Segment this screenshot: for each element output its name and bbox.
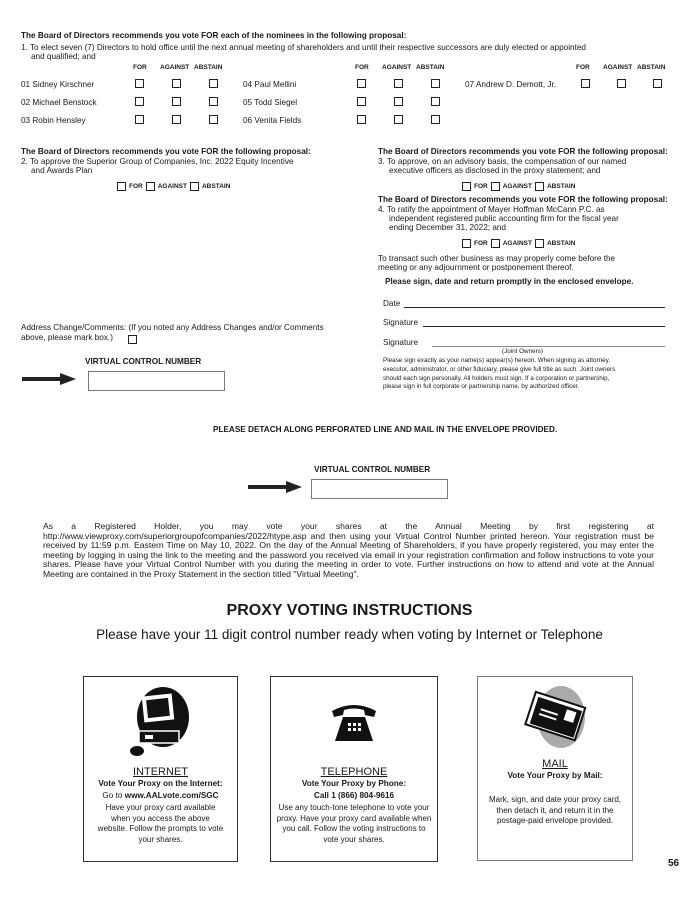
- nominee-abstain-checkbox[interactable]: [431, 115, 440, 124]
- for-label: FOR: [129, 183, 143, 190]
- proposal3-options: [462, 182, 575, 191]
- detach-notice: PLEASE DETACH ALONG PERFORATED LINE AND MAIL IN THE ENVELOPE PROVIDED.: [213, 425, 558, 434]
- other-business-text: To transact such other business as may properly come before the: [378, 254, 616, 263]
- proposal2-options: [117, 182, 230, 191]
- phone-number: Call 1 (866) 804-9616: [313, 791, 395, 800]
- against-label: AGAINST: [157, 183, 187, 190]
- signing-instructions-line: should each sign personally. All holders must sign. If a corporation or partnership,: [383, 374, 610, 382]
- nominee-against-checkbox[interactable]: [394, 97, 403, 106]
- address-change-checkbox[interactable]: [128, 335, 137, 344]
- column-header-against: AGAINST: [382, 64, 412, 71]
- column-header-abstain: ABSTAIN: [194, 64, 223, 71]
- virtual-control-number-field[interactable]: [311, 479, 448, 499]
- nominee-name: 06 Venita Fields: [243, 116, 302, 125]
- proposal3-for-checkbox[interactable]: [462, 182, 471, 191]
- signing-instructions-line: Please sign exactly as your name(s) appear(s) hereon. When signing as attorney,: [383, 357, 611, 364]
- registration-link[interactable]: http://www.viewproxy.com/superiorgroupofcompanies/2022/htype.asp: [43, 530, 307, 541]
- column-header-for: FOR: [355, 64, 369, 71]
- nominee-abstain-checkbox[interactable]: [209, 115, 218, 124]
- nominee-against-checkbox[interactable]: [394, 79, 403, 88]
- signature-field[interactable]: [423, 326, 665, 327]
- signing-instructions-line: executor, administrator, or other fiduciary, please give full title as such. Joint owners: [383, 365, 616, 373]
- nominee-against-checkbox[interactable]: [617, 79, 626, 88]
- mail-title: MAIL: [542, 758, 568, 770]
- address-change-label: Address Change/Comments: (If you noted any Address Changes and/or Comments: [21, 323, 324, 332]
- column-header-abstain: ABSTAIN: [416, 64, 445, 71]
- paragraph-text: As a Registered Holder, you may vote your shares at the Annual Meeting by first registering at: [43, 521, 654, 531]
- internet-title: INTERNET: [133, 766, 188, 778]
- voting-website-link[interactable]: www.AALvote.com/SGC: [124, 791, 219, 800]
- telephone-instructions: Use any touch-tone telephone to vote your proxy. Have your proxy card available when you call. Follow the voting instructions to vote your shares.: [276, 803, 432, 844]
- against-label: AGAINST: [502, 183, 532, 190]
- virtual-control-number-label: VIRTUAL CONTROL NUMBER: [314, 465, 431, 474]
- telephone-title: TELEPHONE: [320, 766, 388, 778]
- nominee-name: 07 Andrew D. Demott, Jr.: [465, 80, 557, 89]
- column-header-against: AGAINST: [603, 64, 633, 71]
- nominee-against-checkbox[interactable]: [172, 115, 181, 124]
- nominee-name: 01 Sidney Kirschner: [21, 80, 95, 89]
- proposal1-text: 1. To elect seven (7) Directors to hold office until the next annual meeting of shareholders and until their respective successors are duly elected or appointed: [21, 43, 586, 52]
- nominee-for-checkbox[interactable]: [357, 115, 366, 124]
- proposal4-text-cont: independent registered public accounting firm for the fiscal year: [389, 214, 619, 223]
- go-to-label: Go to: [102, 791, 125, 800]
- nominee-against-checkbox[interactable]: [172, 97, 181, 106]
- proposal3-header: The Board of Directors recommends you vote FOR the following proposal:: [378, 147, 668, 156]
- computer-icon: [129, 687, 193, 759]
- instructions-title: PROXY VOTING INSTRUCTIONS: [226, 602, 473, 619]
- registered-holder-paragraph: [43, 522, 654, 580]
- nominee-name: 04 Paul Mellini: [243, 80, 297, 89]
- paragraph-text: and then using your Virtual Control Number printed hereon. Your registration must be received by 11:59 p.m. Eastern Time on May 10, 2022. On the day of the Annual Meeting of Shareholders, if you have properly registered, you may enter the meeting by logging in using the link to the meeting and the password you received via email in your registration confirmation and follow instructions to vote your shares. Please have your Virtual Control Number with you during the meeting in order to vote. Further instructions on how to attend and vote at the Annual Meeting are contained in the Proxy Statement in the section titled "Virtual Meeting".: [43, 530, 654, 579]
- joint-owners-label: (Joint Owners): [502, 348, 543, 355]
- signature2-label: Signature: [383, 338, 419, 347]
- envelope-icon: [523, 685, 587, 751]
- proposal4-text-cont2: ending December 31, 2022; and: [389, 223, 506, 232]
- proposal2-text: 2. To approve the Superior Group of Companies, Inc. 2022 Equity Incentive: [21, 157, 294, 166]
- proposal2-header: The Board of Directors recommends you vote FOR the following proposal:: [21, 147, 311, 156]
- signing-instructions: [383, 357, 615, 392]
- proposal3-abstain-checkbox[interactable]: [535, 182, 544, 191]
- signature-label: Signature: [383, 318, 419, 327]
- mail-instructions: Mark, sign, and date your proxy card, then detach it, and return it in the postage-paid envelope provided.: [488, 795, 622, 825]
- for-label: FOR: [474, 240, 488, 247]
- nominee-abstain-checkbox[interactable]: [209, 79, 218, 88]
- nominee-against-checkbox[interactable]: [172, 79, 181, 88]
- against-label: AGAINST: [502, 240, 532, 247]
- proposal2-against-checkbox[interactable]: [146, 182, 155, 191]
- arrow-right-icon: [22, 373, 76, 385]
- nominee-for-checkbox[interactable]: [581, 79, 590, 88]
- arrow-right-icon: [248, 481, 302, 493]
- nominee-abstain-checkbox[interactable]: [653, 79, 662, 88]
- telephone-voting-card: [270, 676, 438, 862]
- virtual-control-number-label: VIRTUAL CONTROL NUMBER: [85, 357, 202, 366]
- proposal4-header: The Board of Directors recommends you vote FOR the following proposal:: [378, 195, 668, 204]
- proposal3-text: 3. To approve, on an advisory basis, the compensation of our named: [378, 157, 627, 166]
- mail-voting-card: [477, 676, 633, 861]
- column-header-abstain: ABSTAIN: [637, 64, 666, 71]
- proposal4-abstain-checkbox[interactable]: [535, 239, 544, 248]
- date-label: Date: [383, 299, 401, 308]
- nominee-for-checkbox[interactable]: [357, 97, 366, 106]
- proposal2-abstain-checkbox[interactable]: [190, 182, 199, 191]
- instructions-subtitle: Please have your 11 digit control number ready when voting by Internet or Telephone: [96, 627, 603, 642]
- telephone-subtitle: Vote Your Proxy by Phone:: [301, 779, 407, 788]
- internet-voting-card: [83, 676, 238, 862]
- nominee-abstain-checkbox[interactable]: [431, 79, 440, 88]
- nominee-for-checkbox[interactable]: [357, 79, 366, 88]
- proposal4-for-checkbox[interactable]: [462, 239, 471, 248]
- proposal4-against-checkbox[interactable]: [491, 239, 500, 248]
- proposal3-text-cont: executive officers as disclosed in the proxy statement; and: [389, 166, 601, 175]
- nominee-name: 05 Todd Siegel: [243, 98, 298, 107]
- nominee-name: 02 Michael Benstock: [21, 98, 97, 107]
- mail-subtitle: Vote Your Proxy by Mail:: [507, 771, 603, 780]
- nominee-abstain-checkbox[interactable]: [431, 97, 440, 106]
- for-label: FOR: [474, 183, 488, 190]
- address-change-label-cont: above, please mark box.): [21, 333, 113, 342]
- abstain-label: ABSTAIN: [546, 183, 576, 190]
- telephone-icon: [329, 697, 379, 745]
- proposal4-text: 4. To ratify the appointment of Mayer Hoffman McCann P.C. as: [378, 205, 605, 214]
- proposal1-text-cont: and qualified; and: [31, 52, 96, 61]
- other-business-text-cont: meeting or any adjournment or postponement thereof.: [378, 263, 574, 272]
- proposal4-options: [462, 239, 575, 248]
- virtual-control-number-field[interactable]: [88, 371, 225, 391]
- nominee-against-checkbox[interactable]: [394, 115, 403, 124]
- date-field[interactable]: [404, 307, 665, 308]
- proposal3-against-checkbox[interactable]: [491, 182, 500, 191]
- column-header-for: FOR: [576, 64, 590, 71]
- column-header-for: FOR: [133, 64, 147, 71]
- abstain-label: ABSTAIN: [201, 183, 231, 190]
- proposal2-for-checkbox[interactable]: [117, 182, 126, 191]
- proposal2-text-cont: and Awards Plan: [31, 166, 93, 175]
- column-header-against: AGAINST: [160, 64, 190, 71]
- nominee-name: 03 Robin Hensley: [21, 116, 86, 125]
- joint-signature-field[interactable]: [432, 346, 665, 347]
- nominee-for-checkbox[interactable]: [135, 97, 144, 106]
- nominee-for-checkbox[interactable]: [135, 79, 144, 88]
- internet-instructions: Have your proxy card available when you access the above website. Follow the prompts to vote your shares.: [97, 803, 224, 844]
- page-number: 56: [668, 858, 680, 869]
- nominee-abstain-checkbox[interactable]: [209, 97, 218, 106]
- sign-notice: Please sign, date and return promptly in the enclosed envelope.: [385, 277, 634, 286]
- signing-instructions-line: please sign in full corporate or partnership name, by authorized officer.: [383, 383, 580, 391]
- nominee-for-checkbox[interactable]: [135, 115, 144, 124]
- internet-subtitle: Vote Your Proxy on the Internet:: [98, 779, 223, 788]
- proposal1-header: The Board of Directors recommends you vote FOR each of the nominees in the following proposal:: [21, 31, 407, 40]
- abstain-label: ABSTAIN: [546, 240, 576, 247]
